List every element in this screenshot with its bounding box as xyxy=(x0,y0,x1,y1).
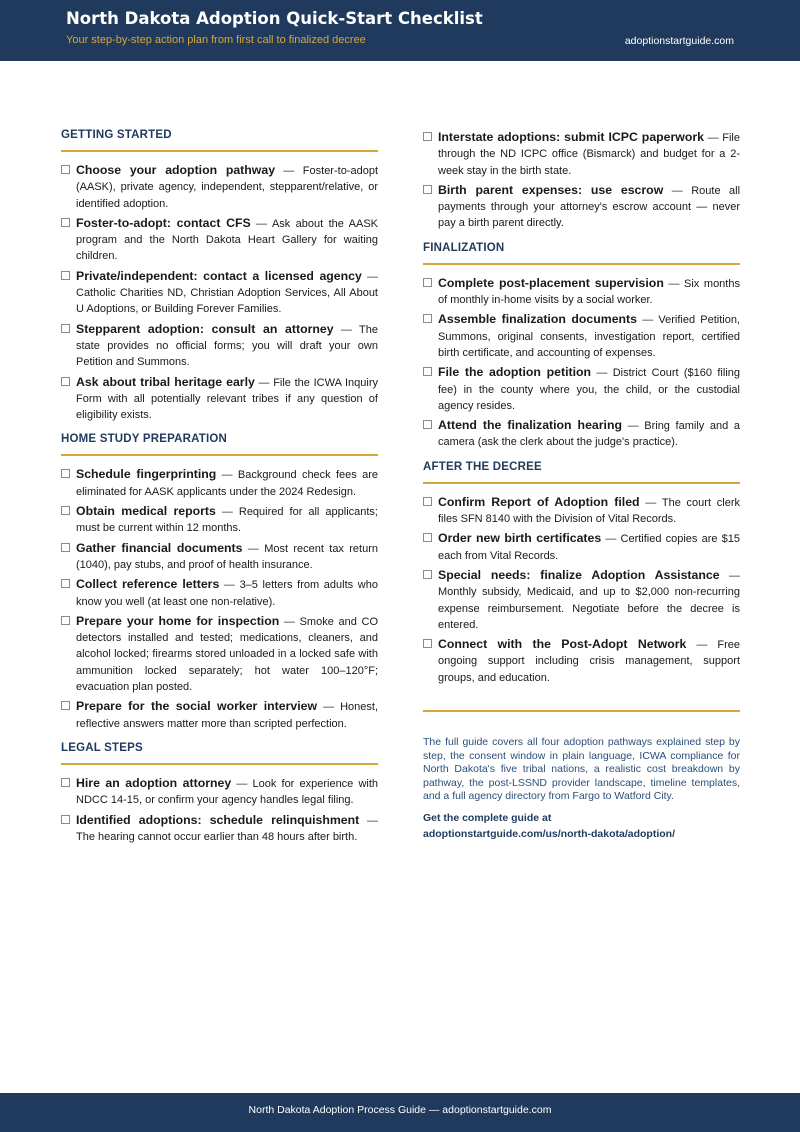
checklist-item-title: Collect reference letters xyxy=(76,577,220,592)
em-dash-separator: — xyxy=(221,506,233,519)
checklist-item xyxy=(423,494,740,528)
checkbox[interactable] xyxy=(61,377,70,386)
checklist-item xyxy=(61,698,378,732)
checklist-item xyxy=(423,275,740,309)
section-divider xyxy=(61,763,378,765)
em-dash-separator: — xyxy=(323,701,335,714)
checklist-item-description: Catholic Charities ND, Christian Adoption Services, All About U Adoptions, or Building Forever Families. xyxy=(76,287,378,316)
checkbox[interactable] xyxy=(61,218,70,227)
em-dash-separator: — xyxy=(696,639,708,652)
checklist-item-title: Special needs: finalize Adoption Assistance xyxy=(438,567,720,582)
promo-text: The full guide covers all four adoption pathways explained step by step, the consent window in plain language, ICWA compliance for North Dakota's five tribal nations, a realistic cost breakdown by pathway, the post-LSSND provider landscape, timeline templates, and a full agency directory from Fargo to Watford City. xyxy=(423,736,740,803)
page-title: North Dakota Adoption Quick-Start Checklist xyxy=(66,9,483,28)
checklist-item-description: Six months of monthly in-home visits by a social worker. xyxy=(438,277,740,307)
checklist-item xyxy=(61,812,378,846)
checklist-item-title: Schedule fingerprinting xyxy=(76,467,217,482)
em-dash-separator: — xyxy=(627,420,639,433)
checkbox[interactable] xyxy=(61,165,70,174)
checklist-item xyxy=(61,503,378,537)
em-dash-separator: — xyxy=(258,376,270,389)
em-dash-separator: — xyxy=(645,496,657,509)
checklist-item xyxy=(423,530,740,564)
checklist-item-description: The hearing cannot occur earlier than 48 hours after birth. xyxy=(76,830,358,843)
section-divider xyxy=(61,150,378,152)
checklist-item-title: Attend the finalization hearing xyxy=(438,418,622,433)
em-dash-separator: — xyxy=(256,217,268,230)
checklist-item-description: Verified Petition, Summons, original consents, investigation report, certified birth certificate, and accounting of expenses. xyxy=(438,314,740,359)
checklist-item-description: Foster-to-adopt (AASK), private agency, independent, stepparent/relative, or identified adoption. xyxy=(76,165,378,210)
checklist-item-title: Gather financial documents xyxy=(76,540,243,555)
checkbox[interactable] xyxy=(61,469,70,478)
checklist-item xyxy=(61,268,378,318)
checklist-item xyxy=(61,775,378,809)
checklist-item xyxy=(61,321,378,371)
checklist-item xyxy=(423,567,740,633)
section-heading: AFTER THE DECREE xyxy=(423,460,542,473)
checkbox[interactable] xyxy=(61,543,70,552)
checklist-item-description: Background check fees are eliminated for AASK applicants under the 2024 Redesign. xyxy=(76,469,378,498)
checkbox[interactable] xyxy=(423,132,432,141)
em-dash-separator: — xyxy=(247,542,259,555)
section-spacer xyxy=(423,454,740,461)
em-dash-separator: — xyxy=(596,367,608,380)
checklist-item-description: The court clerk files SFN 8140 with the Division of Vital Records. xyxy=(438,496,740,526)
em-dash-separator: — xyxy=(283,615,295,628)
checklist-item-title: Foster-to-adopt: contact CFS xyxy=(76,215,251,230)
checklist-item xyxy=(423,311,740,361)
em-dash-separator: — xyxy=(221,469,233,482)
checklist-item-description: Most recent tax return (1040), pay stubs, and proof of health insurance. xyxy=(76,542,378,571)
em-dash-separator: — xyxy=(283,165,295,177)
checklist-item xyxy=(423,129,740,179)
checklist-item-description: Free ongoing support including crisis management, support groups, and education. xyxy=(438,639,741,684)
section-spacer xyxy=(61,735,378,742)
checklist-item-title: File the adoption petition xyxy=(438,365,592,380)
checkbox[interactable] xyxy=(61,778,70,787)
section-heading: GETTING STARTED xyxy=(61,129,172,141)
checkbox[interactable] xyxy=(61,324,70,333)
checkbox[interactable] xyxy=(423,278,432,287)
checkbox[interactable] xyxy=(61,701,70,710)
checkbox[interactable] xyxy=(61,815,70,824)
checklist-item xyxy=(61,215,378,265)
checklist-item-description: File through the ND ICPC office (Bismarck) and budget for a 2-week stay in the birth state. xyxy=(438,132,740,177)
checkbox[interactable] xyxy=(423,570,432,579)
em-dash-separator: — xyxy=(668,277,680,290)
checklist-item-title: Choose your adoption pathway xyxy=(76,163,276,177)
em-dash-separator: — xyxy=(707,132,719,144)
checklist-item-description: Monthly subsidy, Medicaid, and up to $2,000 non-recurring expense reimbursement. Negotiate before the decree is entered. xyxy=(438,586,740,631)
checklist-item-title: Obtain medical reports xyxy=(76,504,216,519)
checklist-item-title: Confirm Report of Adoption filed xyxy=(438,494,640,509)
checklist-item-description: Required for all applicants; must be current within 12 months. xyxy=(76,506,378,535)
checklist-item-description: Look for experience with NDCC 14-15, or confirm your agency handles legal filing. xyxy=(76,777,379,807)
em-dash-separator: — xyxy=(236,777,248,790)
right-column xyxy=(423,129,740,842)
checklist-item-description: Smoke and CO detectors installed and tested; medications, cleaners, and alcohol locked; firearms stored unloaded in a locked safe with ammunition locked separately; hot water 100–120°F; evacuation plan posted. xyxy=(76,615,378,694)
promo-cta-label: Get the complete guide at xyxy=(423,811,552,824)
checklist-item-title: Complete post-placement supervision xyxy=(438,275,664,290)
em-dash-separator: — xyxy=(642,314,654,327)
footer-text: North Dakota Adoption Process Guide — adoptionstartguide.com xyxy=(248,1104,552,1116)
checkbox[interactable] xyxy=(61,579,70,588)
left-column xyxy=(61,129,378,848)
checklist-item-title: Birth parent expenses: use escrow xyxy=(438,182,664,197)
checklist-item-description: District Court ($160 filing fee) in the county where you, the child, or the custodial agency resides. xyxy=(438,367,740,412)
section-heading: FINALIZATION xyxy=(423,241,505,254)
page-subtitle: Your step-by-step action plan from first call to finalized decree xyxy=(66,34,366,46)
checklist-item xyxy=(423,636,740,686)
checklist-item xyxy=(61,576,378,610)
checklist-item-title: Connect with the Post-Adopt Network xyxy=(438,637,687,652)
header-site-link[interactable]: adoptionstartguide.com xyxy=(624,35,734,47)
checklist-item xyxy=(61,540,378,574)
section-spacer xyxy=(423,235,740,242)
checklist-item-description: Certified copies are $15 each from Vital Records. xyxy=(438,533,740,562)
checklist-item-description: The state provides no official forms; you will draft your own Petition and Summons. xyxy=(76,323,378,369)
section-divider xyxy=(423,482,740,484)
checklist-item-title: Identified adoptions: schedule relinquishment xyxy=(76,812,360,827)
section-spacer xyxy=(61,426,378,433)
checkbox[interactable] xyxy=(423,533,432,542)
checklist-item-title: Hire an adoption attorney xyxy=(76,775,232,790)
checklist-item xyxy=(423,182,740,232)
em-dash-separator: — xyxy=(367,814,378,827)
em-dash-separator: — xyxy=(340,323,352,336)
section-spacer xyxy=(423,689,740,696)
checklist-item-description: Bring family and a camera (ask the clerk about the judge's practice). xyxy=(438,420,741,449)
checklist-item-title: Order new birth certificates xyxy=(438,531,602,546)
em-dash-separator: — xyxy=(605,533,617,546)
checklist-item xyxy=(61,374,378,424)
section-divider xyxy=(61,454,378,456)
checklist-item-title: Interstate adoptions: submit ICPC paperwork xyxy=(438,130,704,144)
checklist-item-title: Assemble finalization documents xyxy=(438,312,637,327)
em-dash-separator: — xyxy=(223,579,235,592)
checklist-item xyxy=(61,162,378,212)
checkbox[interactable] xyxy=(423,420,432,429)
em-dash-separator: — xyxy=(671,184,683,197)
checkbox[interactable] xyxy=(61,506,70,515)
checklist-item-title: Ask about tribal heritage early xyxy=(76,374,255,389)
page-header xyxy=(0,0,800,61)
checkbox[interactable] xyxy=(61,616,70,625)
checklist-item xyxy=(423,364,740,414)
checklist-item-title: Private/independent: contact a licensed agency xyxy=(76,268,362,283)
promo-cta-link[interactable]: adoptionstartguide.com/us/north-dakota/adoption/ xyxy=(423,827,675,840)
promo-cta xyxy=(423,810,740,842)
page-footer xyxy=(0,1093,800,1132)
checklist-item xyxy=(61,613,378,695)
section-heading: HOME STUDY PREPARATION xyxy=(61,433,228,446)
checkbox[interactable] xyxy=(423,185,432,194)
checklist-item-description: Honest, reflective answers matter more than scripted perfection. xyxy=(76,701,379,730)
em-dash-separator: — xyxy=(728,569,740,582)
checklist-item xyxy=(61,466,378,500)
checklist-item-title: Prepare your home for inspection xyxy=(76,613,280,628)
checklist-item-description: Ask about the AASK program and the North Dakota Heart Gallery for waiting children. xyxy=(76,217,378,263)
checklist-item-title: Stepparent adoption: consult an attorney xyxy=(76,321,334,336)
checklist-item-title: Prepare for the social worker interview xyxy=(76,699,318,714)
em-dash-separator: — xyxy=(367,270,378,283)
section-divider xyxy=(423,263,740,265)
checkbox[interactable] xyxy=(61,271,70,280)
section-heading: LEGAL STEPS xyxy=(61,741,143,754)
checklist-item-description: 3–5 letters from adults who know you well (at least one non-relative). xyxy=(76,579,378,608)
checkbox[interactable] xyxy=(423,639,432,648)
checklist-item xyxy=(423,417,740,451)
checklist-item-description: Route all payments through your attorney's escrow account — never pay a birth parent directly. xyxy=(438,184,741,230)
checkbox[interactable] xyxy=(423,497,432,506)
checkbox[interactable] xyxy=(423,314,432,323)
promo-divider xyxy=(423,710,740,712)
checklist-item-description: File the ICWA Inquiry Form with all potentially relevant tribes if any question of eligibility exists. xyxy=(76,376,378,422)
checkbox[interactable] xyxy=(423,367,432,376)
